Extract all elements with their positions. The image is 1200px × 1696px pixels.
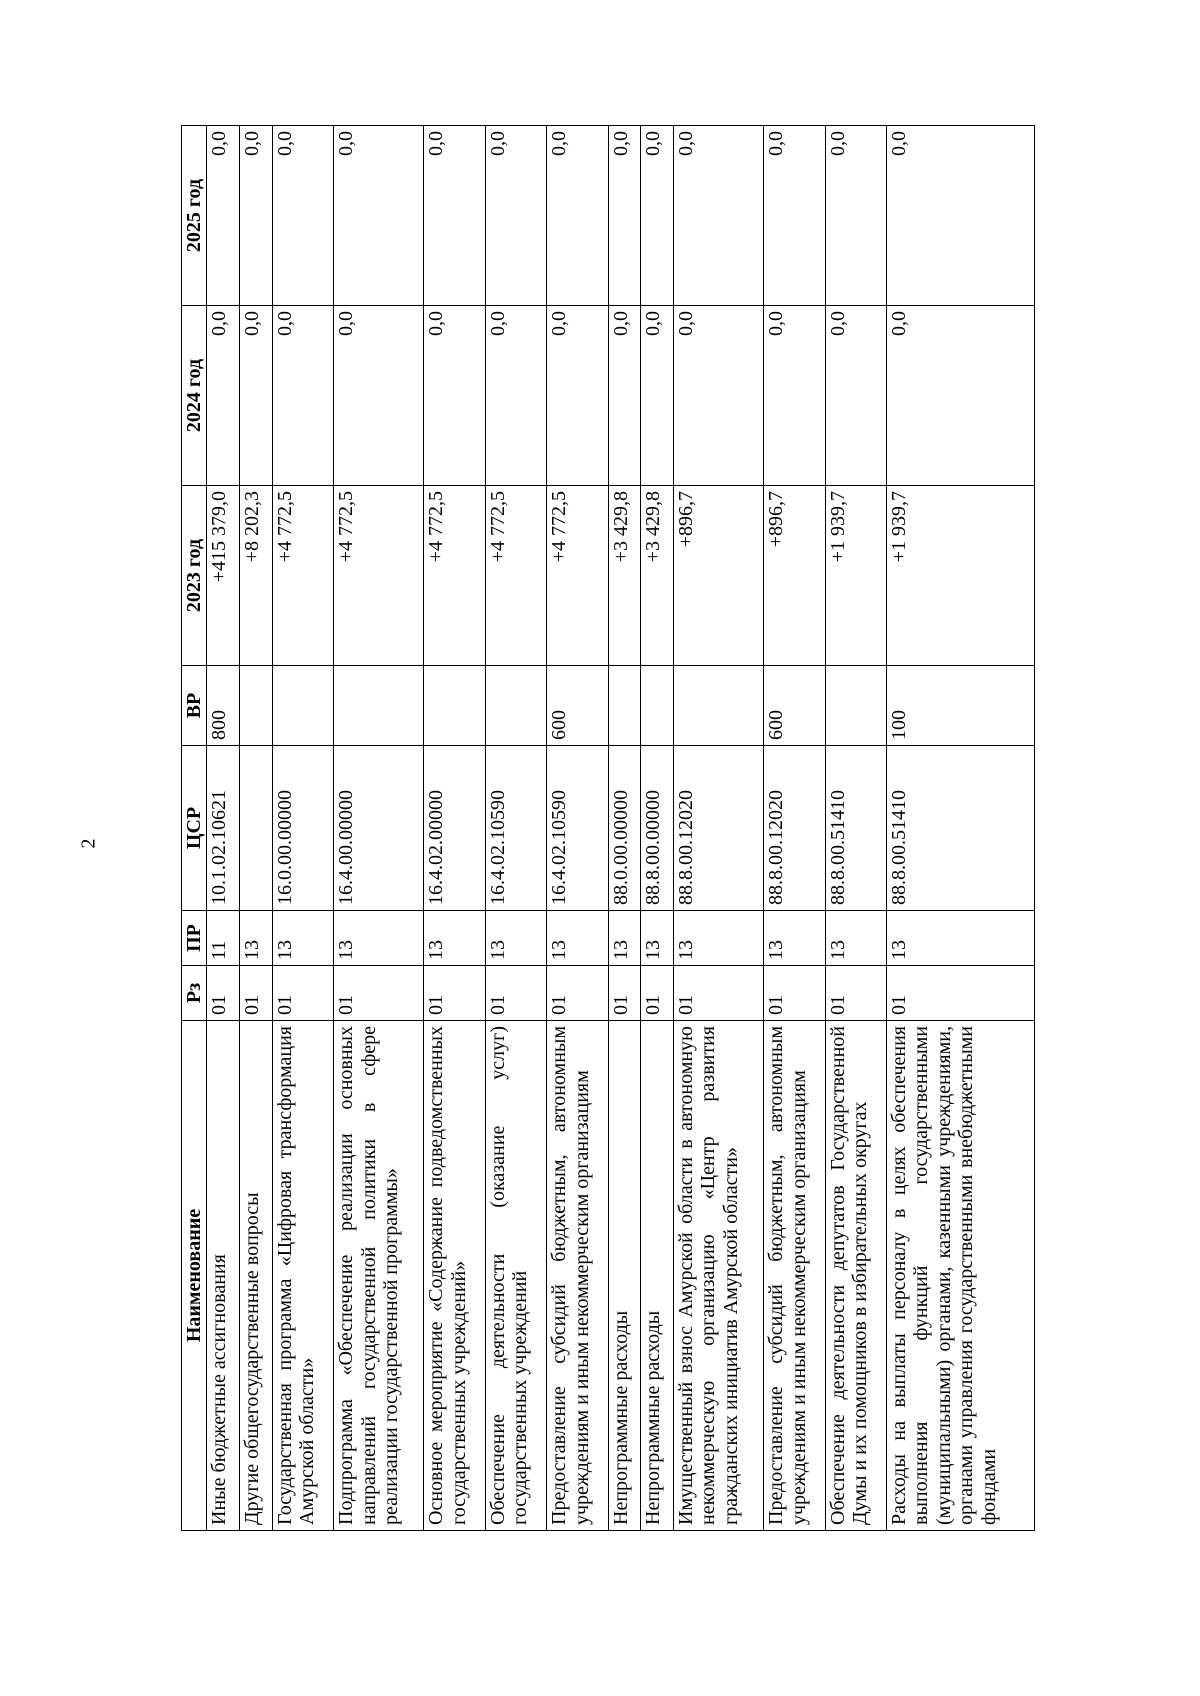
cell-name: Непрограммные расходы	[641, 1021, 674, 1531]
cell-2023: +4 772,5	[272, 486, 333, 666]
table-row	[764, 126, 825, 1531]
rotated-table-container	[181, 126, 1035, 1531]
cell-vr	[641, 666, 674, 746]
cell-rz: 01	[825, 966, 886, 1021]
cell-2024: 0,0	[608, 306, 641, 486]
cell-name: Подпрограмма «Обеспечение реализации основных направлений государственной политики в сфере реализации государственной программы»	[334, 1021, 424, 1531]
cell-name: Обеспечение деятельности (оказание услуг) государственных учреждений	[485, 1021, 546, 1531]
table-header-row	[182, 126, 207, 1531]
cell-2024: 0,0	[764, 306, 825, 486]
cell-rz: 01	[240, 966, 273, 1021]
table-row	[272, 126, 333, 1531]
cell-2024: 0,0	[272, 306, 333, 486]
cell-pr: 13	[424, 911, 485, 966]
cell-2025: 0,0	[764, 126, 825, 306]
cell-2023: +4 772,5	[485, 486, 546, 666]
cell-rz: 01	[334, 966, 424, 1021]
cell-2024: 0,0	[547, 306, 608, 486]
header-vr: ВР	[182, 666, 207, 746]
cell-pr: 13	[641, 911, 674, 966]
header-2025: 2025 год	[182, 126, 207, 306]
cell-name: Предоставление субсидий бюджетным, автономным учреждениям и иным некоммерческим организациям	[547, 1021, 608, 1531]
cell-name: Расходы на выплаты персоналу в целях обеспечения выполнения функций государственными (муниципальными) органами, казенными учреждениями, органами управления государственными внебюджетными фондами	[887, 1021, 1035, 1531]
cell-pr: 13	[272, 911, 333, 966]
cell-2025: 0,0	[485, 126, 546, 306]
cell-2023: +3 429,8	[608, 486, 641, 666]
cell-rz: 01	[485, 966, 546, 1021]
cell-2023: +3 429,8	[641, 486, 674, 666]
cell-vr: 600	[547, 666, 608, 746]
cell-2023: +4 772,5	[334, 486, 424, 666]
header-name: Наименование	[182, 1021, 207, 1531]
table-row	[485, 126, 546, 1531]
cell-2023: +896,7	[764, 486, 825, 666]
cell-2025: 0,0	[825, 126, 886, 306]
cell-name: Непрограммные расходы	[608, 1021, 641, 1531]
cell-rz: 01	[608, 966, 641, 1021]
cell-rz: 01	[673, 966, 763, 1021]
cell-csr: 16.4.02.10590	[547, 746, 608, 911]
cell-csr: 16.4.02.10590	[485, 746, 546, 911]
cell-pr: 13	[334, 911, 424, 966]
header-csr: ЦСР	[182, 746, 207, 911]
header-pr: ПР	[182, 911, 207, 966]
cell-csr: 88.8.00.51410	[825, 746, 886, 911]
cell-2025: 0,0	[272, 126, 333, 306]
cell-name: Обеспечение деятельности депутатов Государственной Думы и их помощников в избирательных округах	[825, 1021, 886, 1531]
cell-csr: 88.8.00.00000	[641, 746, 674, 911]
cell-csr: 88.0.00.00000	[608, 746, 641, 911]
cell-vr	[424, 666, 485, 746]
cell-rz: 01	[272, 966, 333, 1021]
cell-csr: 88.8.00.51410	[887, 746, 1035, 911]
cell-2023: +415 379,0	[207, 486, 240, 666]
cell-name: Государственная программа «Цифровая трансформация Амурской области»	[272, 1021, 333, 1531]
cell-2025: 0,0	[673, 126, 763, 306]
cell-pr: 13	[485, 911, 546, 966]
cell-csr: 16.4.00.00000	[334, 746, 424, 911]
cell-name: Предоставление субсидий бюджетным, автономным учреждениям и иным некоммерческим организациям	[764, 1021, 825, 1531]
cell-csr: 10.1.02.10621	[207, 746, 240, 911]
cell-name: Другие общегосударственные вопросы	[240, 1021, 273, 1531]
cell-2025: 0,0	[608, 126, 641, 306]
header-rz: Рз	[182, 966, 207, 1021]
cell-2024: 0,0	[207, 306, 240, 486]
cell-pr: 13	[547, 911, 608, 966]
page-number: 2	[77, 838, 100, 849]
cell-vr: 800	[207, 666, 240, 746]
cell-2024: 0,0	[334, 306, 424, 486]
cell-csr: 16.0.00.00000	[272, 746, 333, 911]
table-row	[334, 126, 424, 1531]
table-row	[547, 126, 608, 1531]
cell-csr: 16.4.02.00000	[424, 746, 485, 911]
cell-pr: 13	[608, 911, 641, 966]
cell-rz: 01	[764, 966, 825, 1021]
cell-rz: 01	[547, 966, 608, 1021]
cell-2024: 0,0	[485, 306, 546, 486]
cell-2025: 0,0	[887, 126, 1035, 306]
table-row	[825, 126, 886, 1531]
cell-2024: 0,0	[641, 306, 674, 486]
cell-pr: 13	[240, 911, 273, 966]
table-row	[887, 126, 1035, 1531]
cell-2024: 0,0	[673, 306, 763, 486]
cell-vr: 100	[887, 666, 1035, 746]
cell-rz: 01	[641, 966, 674, 1021]
cell-rz: 01	[424, 966, 485, 1021]
table-row	[424, 126, 485, 1531]
cell-pr: 13	[764, 911, 825, 966]
cell-csr: 88.8.00.12020	[764, 746, 825, 911]
cell-vr	[825, 666, 886, 746]
cell-2023: +4 772,5	[547, 486, 608, 666]
cell-vr	[240, 666, 273, 746]
cell-pr: 13	[825, 911, 886, 966]
cell-rz: 01	[207, 966, 240, 1021]
cell-name: Имущественный взнос Амурской области в автономную некоммерческую организацию «Центр развития гражданских инициатив Амурской области»	[673, 1021, 763, 1531]
cell-vr	[673, 666, 763, 746]
cell-csr: 88.8.00.12020	[673, 746, 763, 911]
cell-pr: 13	[673, 911, 763, 966]
table-row	[641, 126, 674, 1531]
table-row	[240, 126, 273, 1531]
cell-2025: 0,0	[547, 126, 608, 306]
cell-2025: 0,0	[424, 126, 485, 306]
cell-name: Иные бюджетные ассигнования	[207, 1021, 240, 1531]
cell-2023: +896,7	[673, 486, 763, 666]
cell-pr: 13	[887, 911, 1035, 966]
table-row	[673, 126, 763, 1531]
cell-2024: 0,0	[240, 306, 273, 486]
cell-name: Основное мероприятие «Содержание подведомственных государственных учреждений»	[424, 1021, 485, 1531]
cell-csr	[240, 746, 273, 911]
cell-2025: 0,0	[641, 126, 674, 306]
cell-2023: +1 939,7	[825, 486, 886, 666]
cell-2024: 0,0	[424, 306, 485, 486]
cell-rz: 01	[887, 966, 1035, 1021]
cell-2023: +1 939,7	[887, 486, 1035, 666]
cell-2023: +8 202,3	[240, 486, 273, 666]
cell-2025: 0,0	[207, 126, 240, 306]
budget-table	[181, 125, 1035, 1531]
table-row	[207, 126, 240, 1531]
cell-pr: 11	[207, 911, 240, 966]
cell-vr	[334, 666, 424, 746]
cell-2024: 0,0	[825, 306, 886, 486]
cell-vr	[608, 666, 641, 746]
cell-2024: 0,0	[887, 306, 1035, 486]
cell-2025: 0,0	[240, 126, 273, 306]
header-2024: 2024 год	[182, 306, 207, 486]
cell-vr: 600	[764, 666, 825, 746]
cell-2025: 0,0	[334, 126, 424, 306]
cell-2023: +4 772,5	[424, 486, 485, 666]
cell-vr	[272, 666, 333, 746]
header-2023: 2023 год	[182, 486, 207, 666]
table-row	[608, 126, 641, 1531]
cell-vr	[485, 666, 546, 746]
